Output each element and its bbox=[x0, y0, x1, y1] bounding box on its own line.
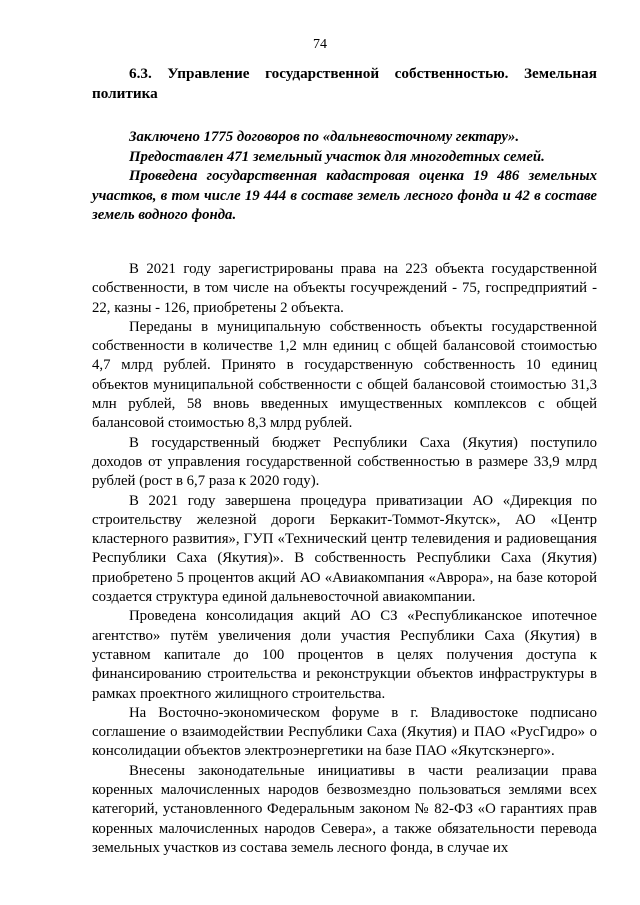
summary-block bbox=[92, 128, 597, 226]
paragraph: Проведена консолидация акций АО СЗ «Республиканское ипотечное агентство» путём увеличения доли участия Республики Саха (Якутия) в уставном капитале до 100 процентов в целях получения доступа к финансированию строительства и реконструкции объектов инфраструктуры в рамках проектного жилищного строительства. bbox=[92, 608, 597, 702]
summary-line: Проведена государственная кадастровая оценка 19 486 земельных участков, в том числе 19 444 в составе земель лесного фонда и 42 в составе земель водного фонда. bbox=[92, 168, 597, 224]
page-number: 74 bbox=[313, 37, 327, 52]
summary-line: Предоставлен 471 земельный участок для многодетных семей. bbox=[129, 148, 545, 165]
paragraph: Внесены законодательные инициативы в части реализации права коренных малочисленных народов безвозмездно пользоваться землями всех категорий, установленного Федеральным законом № 82-ФЗ «О гарантиях прав коренных малочисленных народов Севера», а также обязательности перевода земельных участков из состава земель лесного фонда, в случае их bbox=[92, 762, 597, 856]
paragraph: Переданы в муниципальную собственность объекты государственной собственности в количестве 1,2 млн единиц с общей балансовой стоимостью 4,7 млрд рублей. Принято в государственную собственность 10 единиц объектов муниципальной собственности с общей балансовой стоимостью 31,3 млн рублей, 58 вновь введенных имущественных комплексов с общей балансовой стоимостью 8,3 млрд рублей. bbox=[92, 318, 597, 432]
body-text bbox=[92, 260, 597, 858]
section-heading: 6.3. Управление государственной собственностью. Земельная политика bbox=[92, 65, 597, 102]
summary-line: Заключено 1775 договоров по «дальневосточному гектару». bbox=[129, 129, 520, 145]
paragraph: В 2021 году зарегистрированы права на 223 объекта государственной собственности, в том числе на объекты госучреждений - 75, госпредприятий - 22, казны - 126, приобретены 2 объекта. bbox=[92, 260, 597, 316]
document-body bbox=[92, 64, 597, 858]
paragraph: В 2021 году завершена процедура приватизации АО «Дирекция по строительству железной дороги Беркакит-Томмот-Якутск», АО «Центр кластерного развития», ГУП «Технический центр телевидения и радиовещания Республики Саха (Якутия)». В собственность Республики Саха (Якутия) приобретено 5 процентов акций АО «Авиакомпания «Аврора», на базе которой создается структура единой дальневосточной авиакомпании. bbox=[92, 492, 597, 606]
paragraph: В государственный бюджет Республики Саха (Якутия) поступило доходов от управления государственной собственностью в размере 33,9 млрд рублей (рост в 6,7 раза к 2020 году). bbox=[92, 434, 597, 490]
paragraph: На Восточно-экономическом форуме в г. Владивостоке подписано соглашение о взаимодействии Республики Саха (Якутия) и ПАО «РусГидро» о консолидации объектов электроэнергетики на базе ПАО «Якутскэнерго». bbox=[92, 704, 597, 760]
